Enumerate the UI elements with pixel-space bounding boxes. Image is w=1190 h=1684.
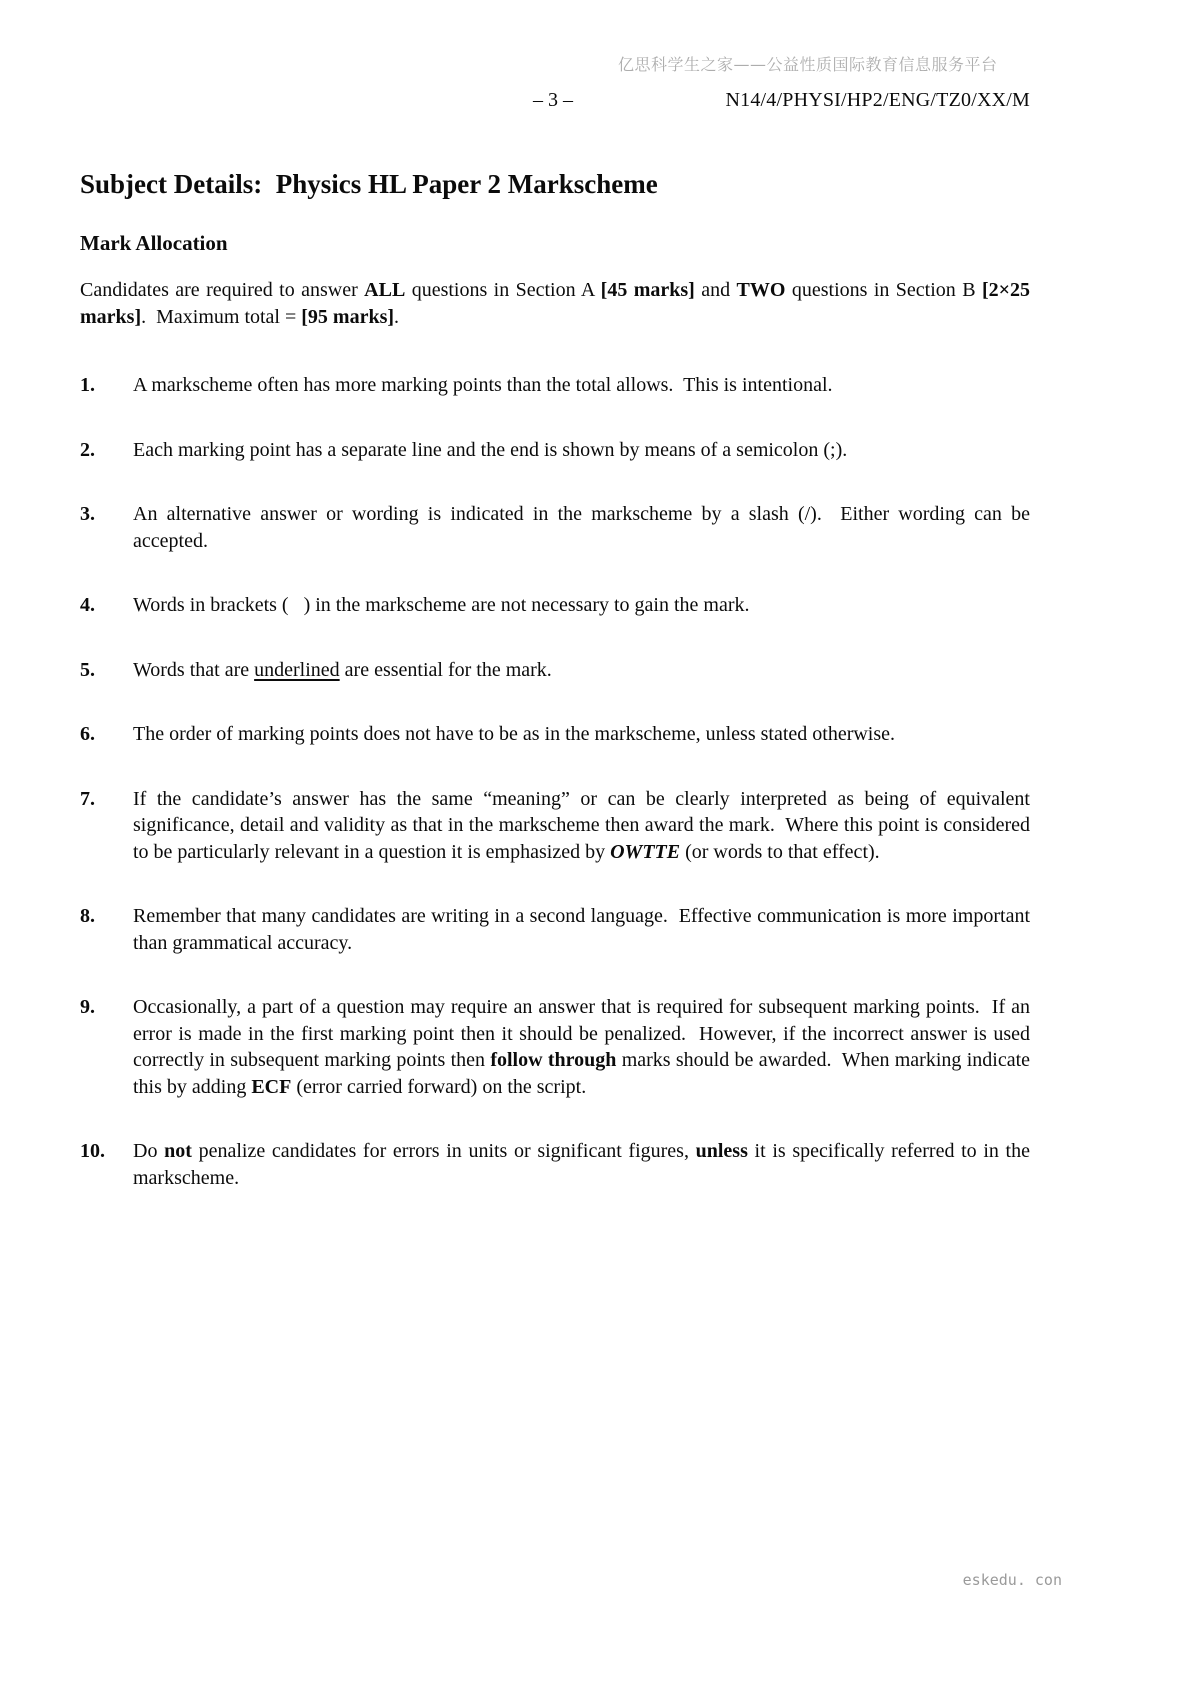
list-item-7 [80, 786, 1030, 866]
list-item-3 [80, 501, 1030, 554]
text-segment: . Maximum total = [141, 305, 302, 328]
list-item-8 [80, 903, 1030, 956]
item-number: 7. [80, 787, 95, 810]
item-text [133, 657, 1030, 684]
text-segment: marks should be awarded. When marking indicate this by adding [133, 1049, 1031, 1098]
text-segment: The order of marking points does not have to be as in the markscheme, unless stated otherwise. [133, 723, 896, 745]
list-item-2 [80, 437, 1030, 464]
text-segment: Each marking point has a separate line and the end is shown by means of a semicolon (;). [133, 438, 848, 461]
text-segment: If the candidate’s answer has the same “meaning” or can be clearly interpreted as being of equivalent significance, detail and validity as that in the markscheme then award the mark. Where this point is considered to be particularly relevant in a question it is emphasized by [133, 787, 1030, 863]
list-item-9 [80, 994, 1030, 1100]
text-segment: Words in brackets ( ) in the markscheme are not necessary to gain the mark. [133, 594, 750, 616]
text-segment: unless [695, 1140, 748, 1162]
item-number: 8. [80, 905, 95, 927]
item-number: 1. [80, 374, 95, 396]
text-segment: questions in Section B [785, 279, 982, 301]
text-segment: ECF [251, 1075, 292, 1098]
text-segment: Do [133, 1140, 165, 1162]
page-header [0, 89, 1190, 115]
page-number: – 3 – [533, 89, 573, 111]
text-segment: An alternative answer or wording is indicated in the markscheme by a slash (/). Either wording can be accepted. [133, 503, 1030, 552]
text-segment: [95 marks] [301, 305, 395, 328]
text-segment: not [164, 1140, 192, 1162]
text-segment: [2×25 marks] [80, 279, 1030, 328]
text-segment: and [694, 279, 737, 301]
item-text [133, 437, 1030, 464]
item-text [133, 721, 1030, 748]
text-segment: Candidates are required to answer [80, 279, 365, 301]
item-text [133, 903, 1030, 956]
item-text [133, 372, 1030, 399]
list-item-5 [80, 657, 1030, 684]
item-number: 2. [80, 438, 95, 461]
bottom-watermark: eskedu. con [962, 1571, 1062, 1589]
text-segment: ALL [364, 279, 406, 301]
text-segment: Remember that many candidates are writing in a second language. Effective communication is more important than grammatical accuracy. [133, 905, 1030, 954]
item-text [133, 501, 1030, 554]
text-segment: penalize candidates for errors in units or significant figures, [191, 1140, 696, 1162]
item-number: 6. [80, 723, 95, 745]
text-segment: Words that are [133, 658, 255, 681]
text-segment: are essential for the mark. [339, 658, 552, 681]
item-text [133, 592, 1030, 619]
intro-paragraph [80, 277, 1030, 330]
page-title: Subject Details: Physics HL Paper 2 Markscheme [80, 169, 658, 199]
text-segment: . [394, 305, 400, 328]
list-item-10 [80, 1138, 1030, 1191]
item-number: 4. [80, 594, 95, 616]
text-segment: (error carried forward) on the script. [291, 1075, 587, 1098]
text-segment: it is specifically referred to in the markscheme. [133, 1140, 1030, 1189]
text-segment: A markscheme often has more marking points than the total allows. This is intentional. [133, 374, 833, 396]
text-segment: [45 marks] [600, 279, 695, 301]
text-segment: TWO [736, 279, 786, 301]
item-number: 5. [80, 658, 95, 681]
list-item-4 [80, 592, 1030, 619]
item-text [133, 994, 1030, 1100]
text-segment: underlined [254, 658, 340, 681]
text-segment: questions in Section A [405, 279, 601, 301]
section-heading: Mark Allocation [80, 231, 228, 255]
text-segment: follow through [490, 1049, 617, 1071]
document-body [80, 168, 1030, 1229]
item-number: 9. [80, 996, 95, 1018]
list-item-1 [80, 372, 1030, 399]
item-text [133, 786, 1030, 866]
text-segment: Occasionally, a part of a question may require an answer that is required for subsequent marking points. If an error is made in the first marking point then it should be penalized. However, if the incorrect answer is used correctly in subsequent marking points then [133, 996, 1030, 1071]
item-text [133, 1138, 1030, 1191]
top-watermark: 亿思科学生之家——公益性质国际教育信息服务平台 [618, 55, 998, 74]
text-segment: OWTTE [610, 840, 681, 863]
item-number: 10. [80, 1140, 105, 1162]
text-segment: (or words to that effect). [680, 840, 880, 863]
item-number: 3. [80, 503, 95, 525]
document-code: N14/4/PHYSI/HP2/ENG/TZ0/XX/M [725, 89, 1030, 111]
list-item-6 [80, 721, 1030, 748]
